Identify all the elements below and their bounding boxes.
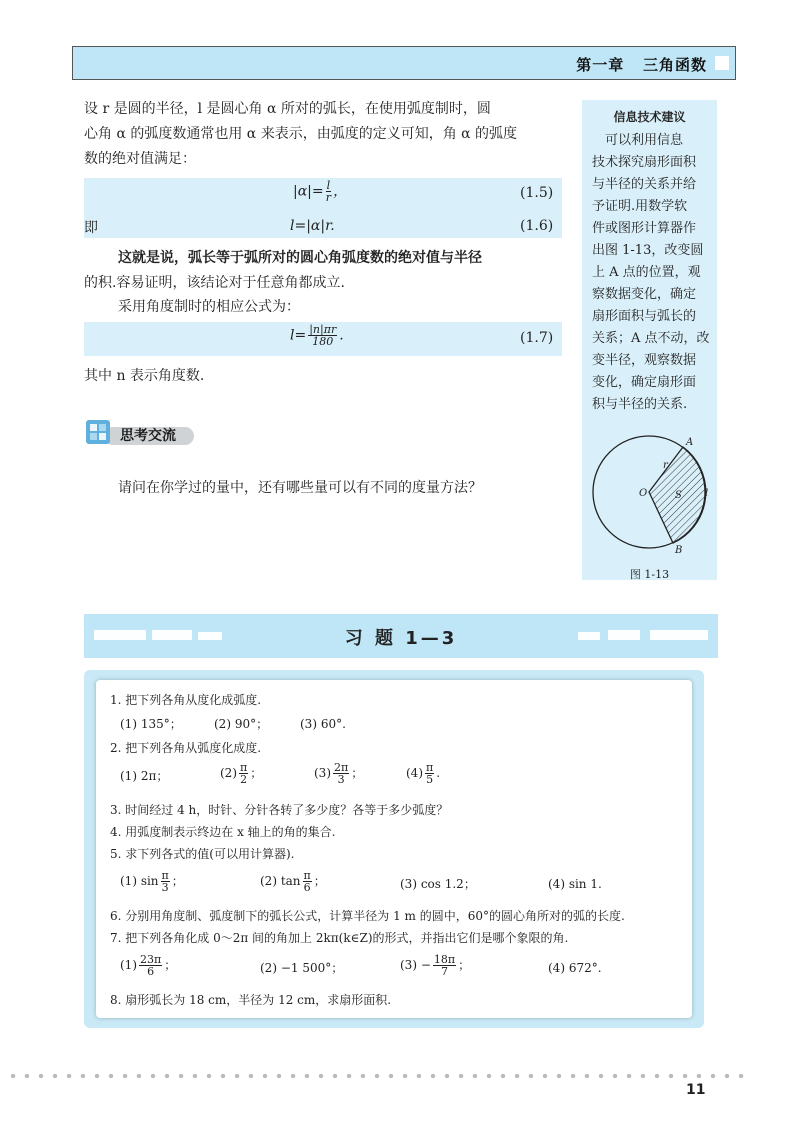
para3: 采用角度制时的相应公式为： [118,299,300,315]
exercise-5-item: (4) sin 1. [548,877,602,891]
exercise-7-item: (3) − $\frac{18\pi}{7}$ ； [400,953,471,978]
exercise-2-item: (4) $\frac{\pi}{5}$ . [406,761,441,786]
sidebar-line: 扇形面积与弧长的 [592,309,697,324]
exercise-1-item: (2) 90°； [214,717,269,731]
sidebar-line: 察数据变化，确定 [592,287,697,302]
equation-prefix: 即 [84,220,98,236]
dotted-divider [6,1073,746,1079]
equation-1-7: l= $\frac{|n|\pi r}{180}$ . [290,323,344,348]
exercise-4: 4. 用弧度制表示终边在 x 轴上的角的集合. [110,825,336,839]
figure-caption: 图 1-13 [629,568,670,581]
para4: 其中 n 表示角度数. [84,368,205,384]
sidebar-line: 出图 1-13，改变圆 [592,243,704,258]
info-tech-sidebar [582,100,717,580]
sidebar-line: 技术探究扇形面积 [592,155,697,170]
exercise-5-item: (1) sin $\frac{\pi}{3}$ ； [120,869,184,894]
equation-1-6: l=|α|r. [290,218,335,234]
sidebar-line: 与半径的关系并给 [592,177,697,192]
para1-line1: 设 r 是圆的半径，l 是圆心角 α 所对的弧长，在使用弧度制时，圆 [84,101,491,117]
chapter-header [72,46,736,80]
exercise-5: 5. 求下列各式的值(可以用计算器). [110,847,295,861]
exercise-8: 8. 扇形弧长为 18 cm，半径为 12 cm，求扇形面积. [110,993,392,1007]
para2-line2: 的积.容易证明，该结论对于任意角都成立. [84,275,345,291]
fraction-n-pi-r: $\frac{|n|\pi r}{180}$ [309,323,337,348]
exercise-7-item: (1) $\frac{23\pi}{6}$ ； [120,953,177,978]
header-square-decoration [715,56,729,70]
exercise-1: 1. 把下列各角从度化成弧度. [110,693,262,707]
chapter-title: 第一章 三角函数 [576,56,707,74]
exercise-banner [84,614,718,658]
exercise-5-item: (2) tan $\frac{\pi}{6}$ ； [260,869,326,894]
exercise-1-item: (1) 135°； [120,717,182,731]
label-l: l [705,488,709,499]
sector-figure [587,430,712,555]
label-r: r [663,460,668,471]
page-number: 11 [686,1082,706,1098]
sidebar-line: 上 A 点的位置，观 [592,265,701,280]
exercise-3: 3. 时间经过 4 h，时针、分针各转了多少度？各等于多少弧度？ [110,803,449,817]
sidebar-line: 变化，确定扇形面 [592,375,697,390]
label-S: S [675,490,682,501]
label-O: O [639,488,648,499]
sidebar-line: 关系；A 点不动，改 [592,331,710,346]
equation-number-1-5: (1.5) [520,185,554,201]
exercise-title: 习 题 1—3 [344,628,458,649]
exercise-7-item: (2) −1 500°； [260,961,344,975]
think-discuss-label: 思考交流 [120,428,176,444]
para1-line3: 数的绝对值满足： [84,151,196,167]
para1-line2: 心角 α 的弧度数通常也用 α 来表示，由弧度的定义可知，角 α 的弧度 [84,126,518,142]
equation-number-1-7: (1.7) [520,330,554,346]
exercise-6: 6. 分别用角度制、弧度制下的弧长公式，计算半径为 1 m 的圆中，60°的圆心角所对的弧的长度. [110,909,625,923]
sidebar-line: 件或图形计算器作 [592,221,697,236]
exercise-2: 2. 把下列各角从弧度化成度. [110,741,262,755]
label-B: B [675,545,683,555]
exercise-2-item: (2) $\frac{\pi}{2}$ ； [220,761,263,786]
exercise-7: 7. 把下列各角化成 0～2π 间的角加上 2kπ(k∈Z)的形式，并指出它们是哪个象限的角. [110,931,569,945]
exercise-2-item: (3) $\frac{2\pi}{3}$ ； [314,761,364,786]
exercise-5-item: (3) cos 1.2； [400,877,476,891]
fraction-l-over-r: $\frac{l}{r}$ [325,179,332,204]
equation-number-1-6: (1.6) [520,218,554,234]
exercise-panel [96,680,692,1018]
exercise-1-item: (3) 60°. [300,717,346,731]
discussion-question: 请问在你学过的量中，还有哪些量可以有不同的度量方法？ [118,480,482,496]
exercise-2-item: (1) 2π； [120,769,169,783]
sidebar-title: 信息技术建议 [613,110,686,124]
sidebar-line: 变半径，观察数据 [592,353,697,368]
sidebar-line: 积与半径的关系. [592,397,688,412]
sidebar-line: 予证明.用数学软 [592,199,688,214]
equation-1-5: |α|= $\frac{l}{r}$ ， [293,179,348,204]
label-A: A [686,437,694,448]
sidebar-line: 可以利用信息 [592,133,684,148]
para2-line1: 这就是说，弧长等于弧所对的圆心角弧度数的绝对值与半径 [118,250,482,266]
exercise-7-item: (4) 672°. [548,961,602,975]
